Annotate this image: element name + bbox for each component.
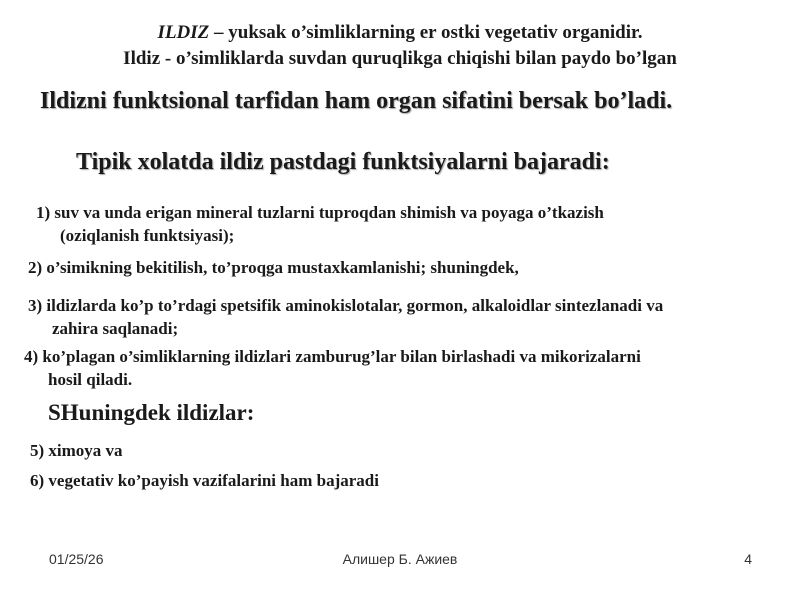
functions-intro-heading: Tipik xolatda ildiz pastdagi funktsiyalarni bajaradi: (76, 149, 610, 175)
organ-statement-heading: Ildizni funktsional tarfidan ham organ sifatini bersak bo’ladi. (40, 88, 673, 114)
function-item-3-line-2: zahira saqlanadi; (52, 319, 179, 338)
footer-page-number: 4 (744, 551, 752, 567)
function-item-2-line-1: 2) o’simikning bekitilish, to’proqga mustaxkamlanishi; shuningdek, (28, 258, 519, 277)
function-item-2 (28, 256, 519, 279)
footer-author: Алишер Б. Ажиев (342, 551, 458, 567)
function-item-1 (36, 201, 604, 247)
function-item-4-line-2: hosil qiladi. (48, 370, 133, 389)
also-heading: SHuningdek ildizlar: (48, 400, 255, 425)
function-item-6-text: 6) vegetativ ko’payish vazifalarini ham bajaradi (30, 471, 379, 490)
function-item-4-line-1: 4) ko’plagan o’simliklarning ildizlari zamburug’lar bilan birlashadi va mikorizalarni (24, 347, 641, 366)
footer-date: 01/25/26 (49, 551, 104, 567)
function-item-1-line-2: (oziqlanish funktsiyasi); (60, 226, 235, 245)
function-item-6 (30, 469, 379, 492)
function-item-3 (28, 294, 663, 340)
function-item-5-text: 5) ximoya va (30, 441, 123, 460)
function-item-3-line-1: 3) ildizlarda ko’p to’rdagi spetsifik aminokislotalar, gormon, alkaloidlar sintezlanadi va (28, 296, 664, 315)
function-item-1-line-1: 1) suv va unda erigan mineral tuzlarni tuproqdan shimish va poyaga o’tkazish (36, 203, 604, 222)
title-line-2: Ildiz - o’simliklarda suvdan quruqlikga chiqishi bilan paydo bo’lgan (123, 48, 677, 69)
title-term: ILDIZ (157, 22, 210, 43)
title-line-1 (0, 20, 800, 46)
title-definition: – yuksak o’simliklarning er ostki vegetativ organidir. (209, 22, 643, 43)
function-item-5 (30, 439, 123, 462)
function-item-4 (24, 345, 641, 391)
slide-title (0, 20, 800, 72)
